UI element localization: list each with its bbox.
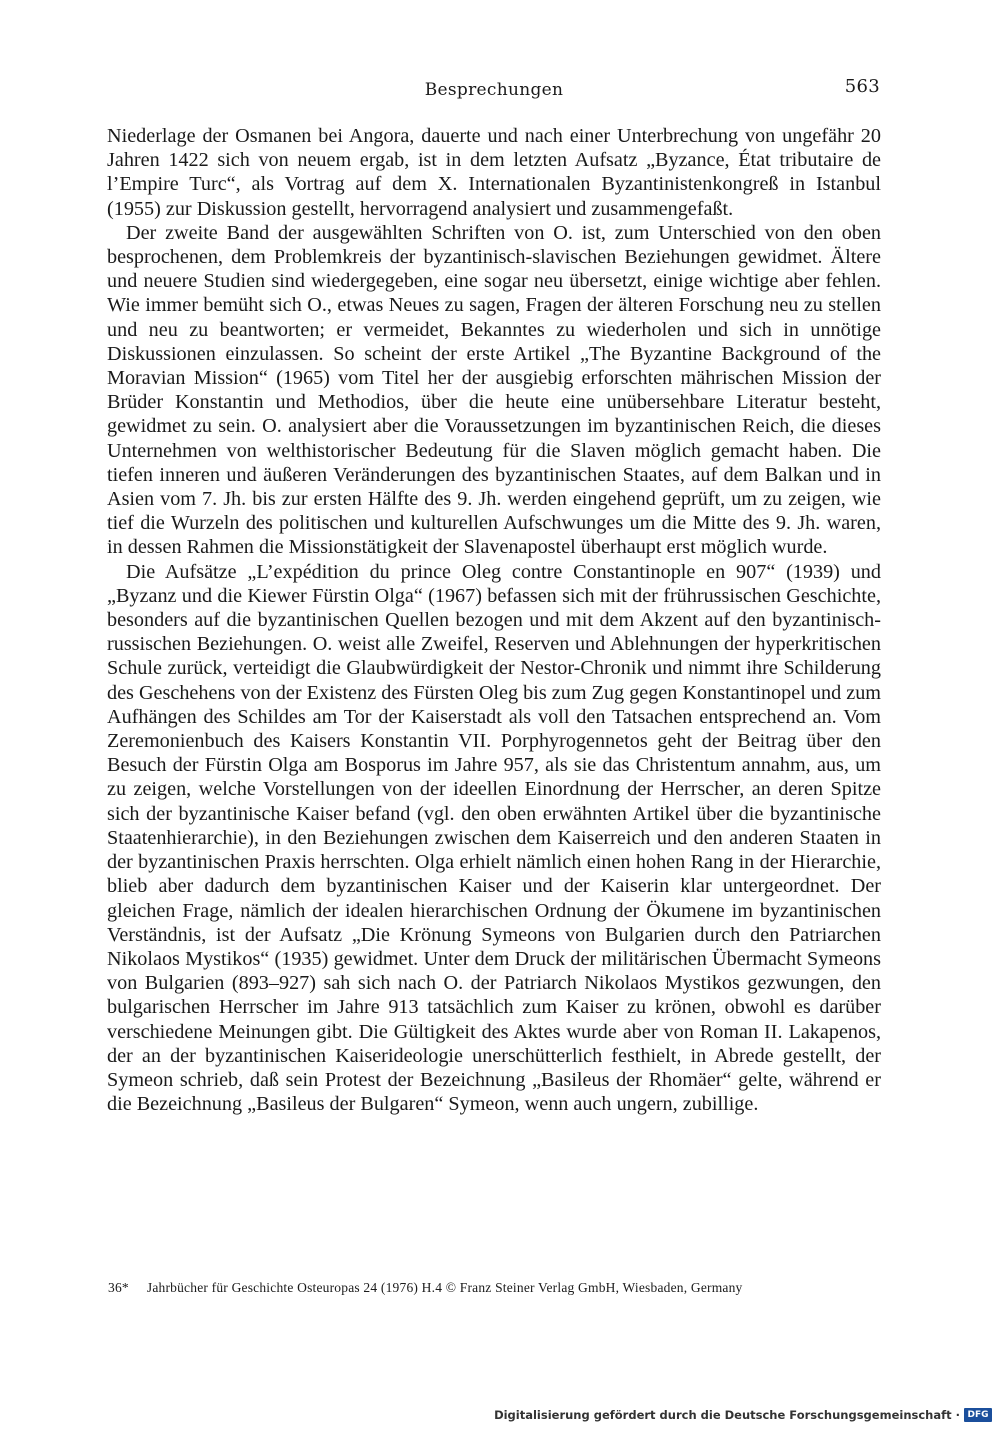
body-text [107, 124, 881, 1116]
paragraph-2: Der zweite Band der ausgewählten Schriften von O. ist, zum Unterschied von den oben besprochenen, dem Problemkreis der byzantinisch-slavischen Beziehungen gewidmet. Ältere und neuere Studien sind wiedergegeben, eine sogar neu übersetzt, einige wichtige aber fehlen. Wie immer bemüht sich O., etwas Neues zu sagen, Fragen der älteren Forschung neu zu stellen und neu zu beantworten; er vermeidet, Bekanntes zu wiederholen und sich in unnötige Diskussionen einzulassen. So scheint der erste Artikel „The Byzantine Background of the Moravian Mission“ (1965) vom Titel her der ausgiebig erforschten mährischen Mission der Brüder Konstantin und Methodios, über die heute eine unübersehbare Literatur besteht, gewidmet zu sein. O. analysiert aber die Voraussetzungen im byzantinischen Reich, die dieses Unternehmen von welthistorischer Bedeutung für die Slaven möglich gemacht haben. Die tiefen inneren und äußeren Veränderungen des byzantinischen Staates, auf dem Balkan und in Asien vom 7. Jh. bis zur ersten Hälfte des 9. Jh. werden eingehend geprüft, um zu zeigen, wie tief die Wurzeln des politischen und kulturellen Aufschwunges um die Mitte des 9. Jh. waren, in dessen Rahmen die Missionstätigkeit der Slavenapostel überhaupt erst möglich wurde. [107, 221, 881, 559]
journal-citation: Jahrbücher für Geschichte Osteuropas 24 (1976) H.4 © Franz Steiner Verlag GmbH, Wiesbaden, Germany [146, 1280, 743, 1295]
signature-mark: 36* [108, 1280, 129, 1295]
running-head [108, 76, 880, 104]
paragraph-1: Niederlage der Osmanen bei Angora, dauerte und nach einer Unterbrechung von ungefähr 20 Jahren 1422 sich von neuem ergab, ist in dem letzten Aufsatz „Byzance, État tributaire de l’Empire Turc“, als Vortrag auf dem X. Internationalen Byzantinistenkongreß in Istanbul (1955) zur Diskussion gestellt, hervorragend analysiert und zusammengefaßt. [107, 125, 881, 220]
dfg-logo-icon: DFG [964, 1408, 992, 1422]
digitization-notice [494, 1405, 992, 1425]
page-footer [108, 1280, 888, 1296]
paragraph-3: Die Aufsätze „L’expédition du prince Oleg contre Constantinople en 907“ (1939) und „Byzanz und die Kiewer Fürstin Olga“ (1967) befassen sich mit der frührussischen Geschichte, besonders auf die byzantinischen Quellen bezogen und mit dem Akzent auf den byzantinisch-russischen Beziehungen. O. weist alle Zweifel, Reserven und Ablehnungen der hyperkritischen Schule zurück, verteidigt die Glaubwürdigkeit der Nestor-Chronik und nimmt ihre Schilderung des Geschehens von der Existenz des Fürsten Oleg bis zum Zug gegen Konstantinopel und zum Aufhängen des Schildes am Tor der Kaiserstadt als voll den Tatsachen entsprechend an. Vom Zeremonienbuch des Kaisers Konstantin VII. Porphyrogennetos geht der Beitrag über den Besuch der Fürstin Olga am Bosporus im Jahre 957, als sie das Christentum annahm, aus, um zu zeigen, welche Vorstellungen von der ideellen Einordnung der Herrscher, an deren Spitze sich der byzantinische Kaiser befand (vgl. den oben erwähnten Artikel über die byzantinische Staatenhierarchie), in den Beziehungen zwischen dem Kaiserreich und den anderen Staaten in der byzantinischen Praxis herrschten. Olga erhielt nämlich einen hohen Rang in der Hierarchie, blieb aber dadurch dem byzantinischen Kaiser und der Kaiserin klar untergeordnet. Der gleichen Frage, nämlich der idealen hierarchischen Ordnung der Ökumene im byzantinischen Verständnis, ist der Aufsatz „Die Krönung Symeons von Bulgarien durch den Patriarchen Nikolaos Mystikos“ (1935) gewidmet. Unter dem Druck der militärischen Übermacht Symeons von Bulgarien (893–927) sah sich nach O. der Patriarch Nikolaos Mystikos gezwungen, den bulgarischen Herrscher im Jahre 913 tatsächlich zum Kaiser zu krönen, obwohl es darüber verschiedene Meinungen gibt. Die Gültigkeit des Aktes wurde aber von Roman II. Lakapenos, der an der byzantinischen Kaiserideologie unerschütterlich festhielt, in Abrede gestellt, der Symeon schrieb, daß sein Protest der Bezeichnung „Basileus der Rhomäer“ gelte, während er die Bezeichnung „Basileus der Bulgaren“ Symeon, wenn auch ungern, zubillige. [107, 560, 881, 1116]
running-head-title: Besprechungen [424, 80, 564, 100]
digitization-text: Digitalisierung gefördert durch die Deutsche Forschungsgemeinschaft · [494, 1408, 960, 1422]
page-number: 563 [844, 76, 880, 97]
